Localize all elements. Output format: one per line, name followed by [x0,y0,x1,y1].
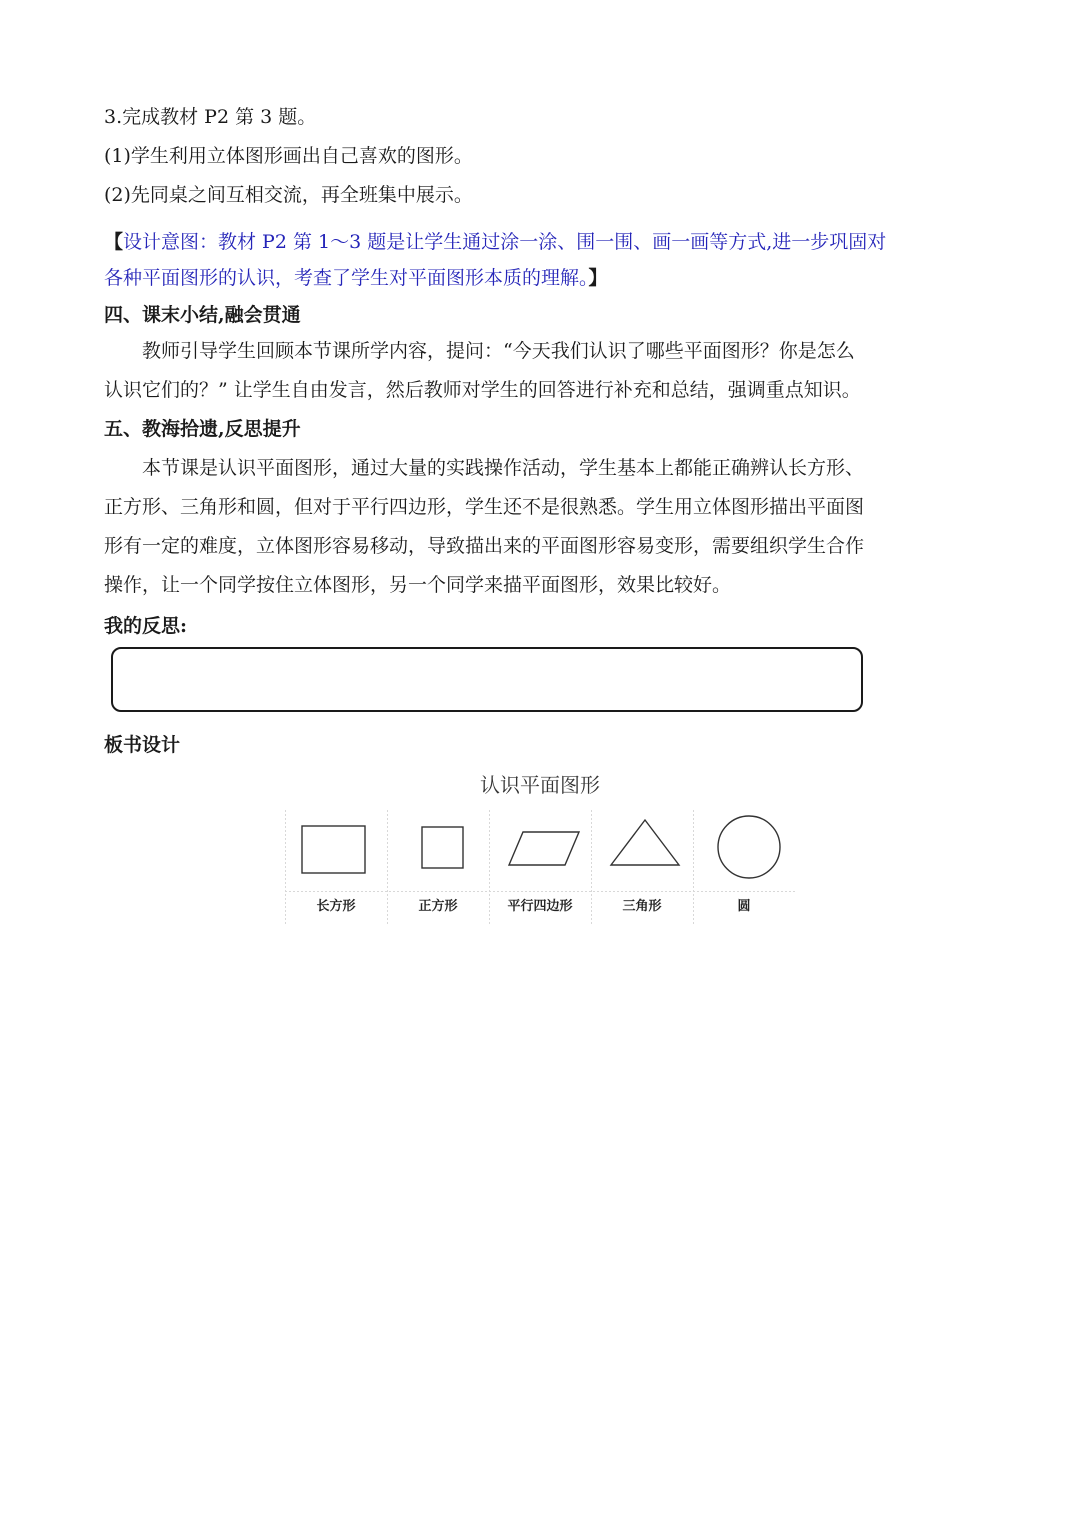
task3-sub2: (2)先同桌之间互相交流，再全班集中展示。 [104,184,473,206]
task3-line: 3.完成教材 P2 第 3 题。 [104,106,317,128]
design-intent-text1: 设计意图：教材 P2 第 1～3 题是让学生通过涂一涂、围一围、画一画等方式,进一步巩固对 [123,231,887,253]
section5-paragraph-line4: 操作，让一个同学按住立体图形，另一个同学来描平面图形，效果比较好。 [104,574,732,596]
board-heading: 板书设计 [104,734,181,756]
design-intent-close-bracket: 】 [588,267,608,289]
shape-label-parallelogram: 平行四边形 [507,899,573,914]
shape-label-triangle: 三角形 [622,899,662,914]
board-title: 认识平面图形 [480,773,600,797]
square-icon [422,827,463,868]
section4-paragraph-line2: 认识它们的？” 让学生自由发言，然后教师对学生的回答进行补充和总结，强调重点知识。 [104,379,861,401]
design-intent-line1 [104,229,886,255]
task3-sub1: (1)学生利用立体图形画出自己喜欢的图形。 [104,145,473,167]
section5-paragraph-line3: 形有一定的难度，立体图形容易移动，导致描出来的平面图形容易变形，需要组织学生合作 [104,535,865,557]
parallelogram-icon [509,832,579,865]
circle-icon [718,816,780,878]
reflection-label: 我的反思: [104,615,188,637]
shape-label-circle: 圆 [737,899,751,914]
reflection-box[interactable] [111,647,863,712]
section5-heading: 五、教海拾遗,反思提升 [104,418,301,440]
section5-paragraph-line1: 本节课是认识平面图形，通过大量的实践操作活动，学生基本上都能正确辨认长方形、 [142,457,865,479]
shape-label-rectangle: 长方形 [316,899,356,914]
shape-label-square: 正方形 [418,899,458,914]
design-intent-line2 [104,265,608,291]
section4-heading: 四、课末小结,融会贯通 [104,304,301,326]
rectangle-icon [302,826,365,873]
section5-paragraph-line2: 正方形、三角形和圆，但对于平行四边形，学生还不是很熟悉。学生用立体图形描出平面图 [104,496,865,518]
design-intent-text2: 各种平面图形的认识，考查了学生对平面图形本质的理解。 [104,267,589,289]
triangle-icon [611,820,679,865]
design-intent-open-bracket: 【 [104,231,124,253]
section4-paragraph-line1: 教师引导学生回顾本节课所学内容，提问：“今天我们认识了哪些平面图形？你是怎么 [142,340,855,362]
